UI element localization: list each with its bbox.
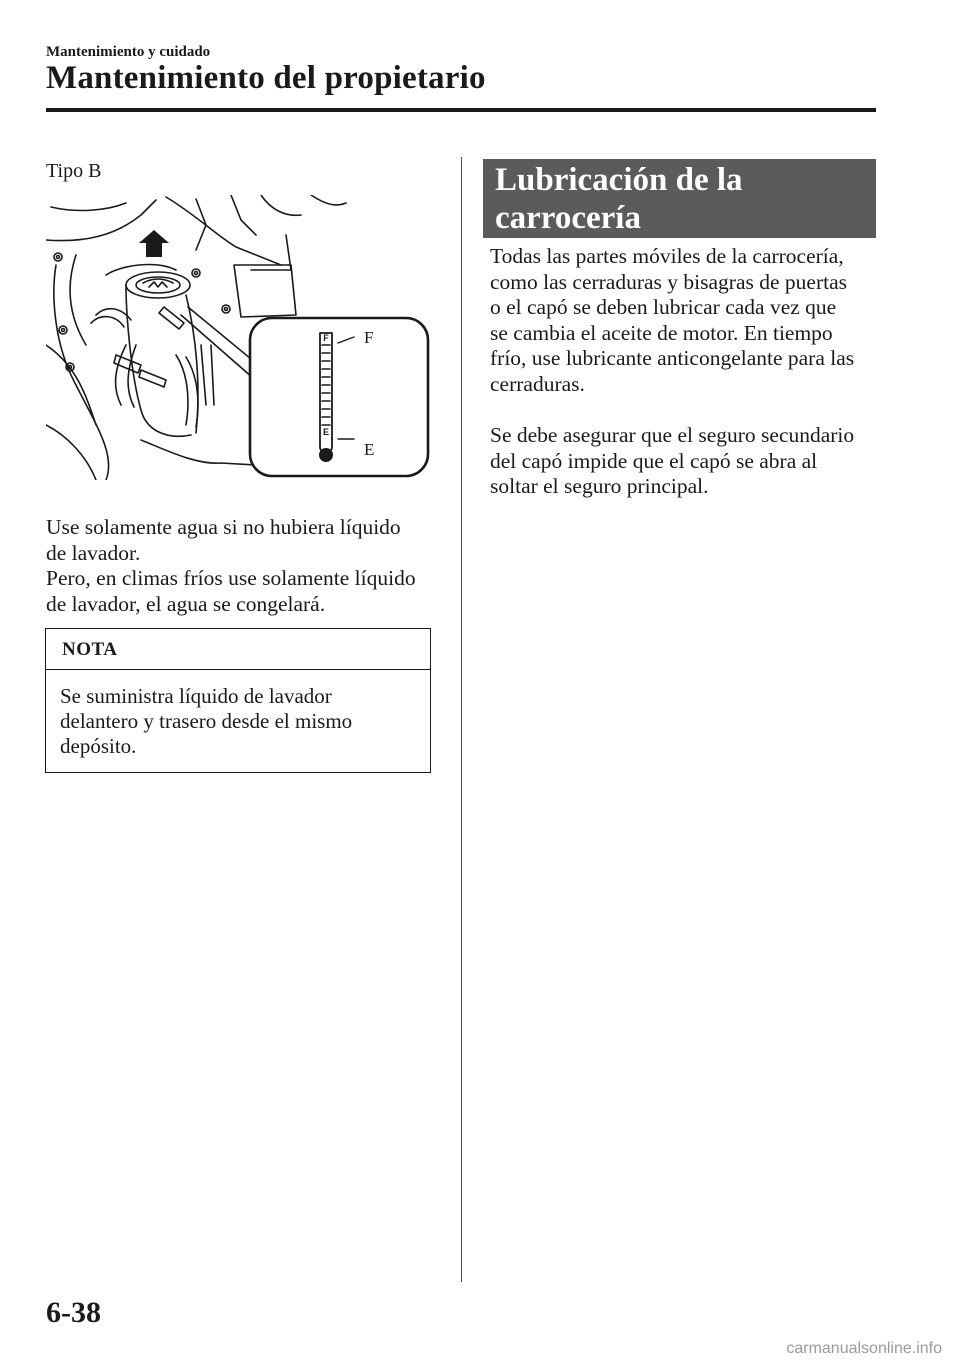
column-divider <box>461 157 462 1282</box>
washer-reservoir-illustration <box>46 195 434 480</box>
note-heading: NOTA <box>46 629 430 670</box>
section-heading-banner <box>483 159 876 238</box>
page-number: 6-38 <box>46 1296 101 1329</box>
label-full: F <box>364 328 374 347</box>
dipstick-e-mark: E <box>322 427 330 437</box>
header-rule <box>46 108 876 112</box>
chapter-title: Mantenimiento del propietario <box>46 60 486 96</box>
left-body-text: Use solamente agua si no hubiera líquido de lavador. Pero, en climas fríos use solamente líquido de lavador, el agua se congelará. <box>46 515 416 616</box>
right-paragraph-1: Todas las partes móviles de la carrocería, como las cerraduras y bisagras de puertas o el capó se deben lubricar cada vez que se cambia el aceite de motor. En tiempo frío, use lubricante anticongelante para las cerraduras. <box>490 244 855 396</box>
note-box <box>45 628 431 773</box>
section-label: Mantenimiento y cuidado <box>46 44 211 60</box>
right-paragraph-2: Se debe asegurar que el seguro secundario del capó impide que el capó se abra al soltar el seguro principal. <box>490 423 855 498</box>
section-heading: Lubricación de la carrocería <box>495 162 743 236</box>
figure-title: Tipo B <box>46 160 102 182</box>
watermark: carmanualsonline.info <box>786 1340 942 1357</box>
dipstick-f-mark: F <box>323 333 329 343</box>
label-empty: E <box>364 440 375 459</box>
note-text: Se suministra líquido de lavador delantero y trasero desde el mismo depósito. <box>60 684 353 758</box>
